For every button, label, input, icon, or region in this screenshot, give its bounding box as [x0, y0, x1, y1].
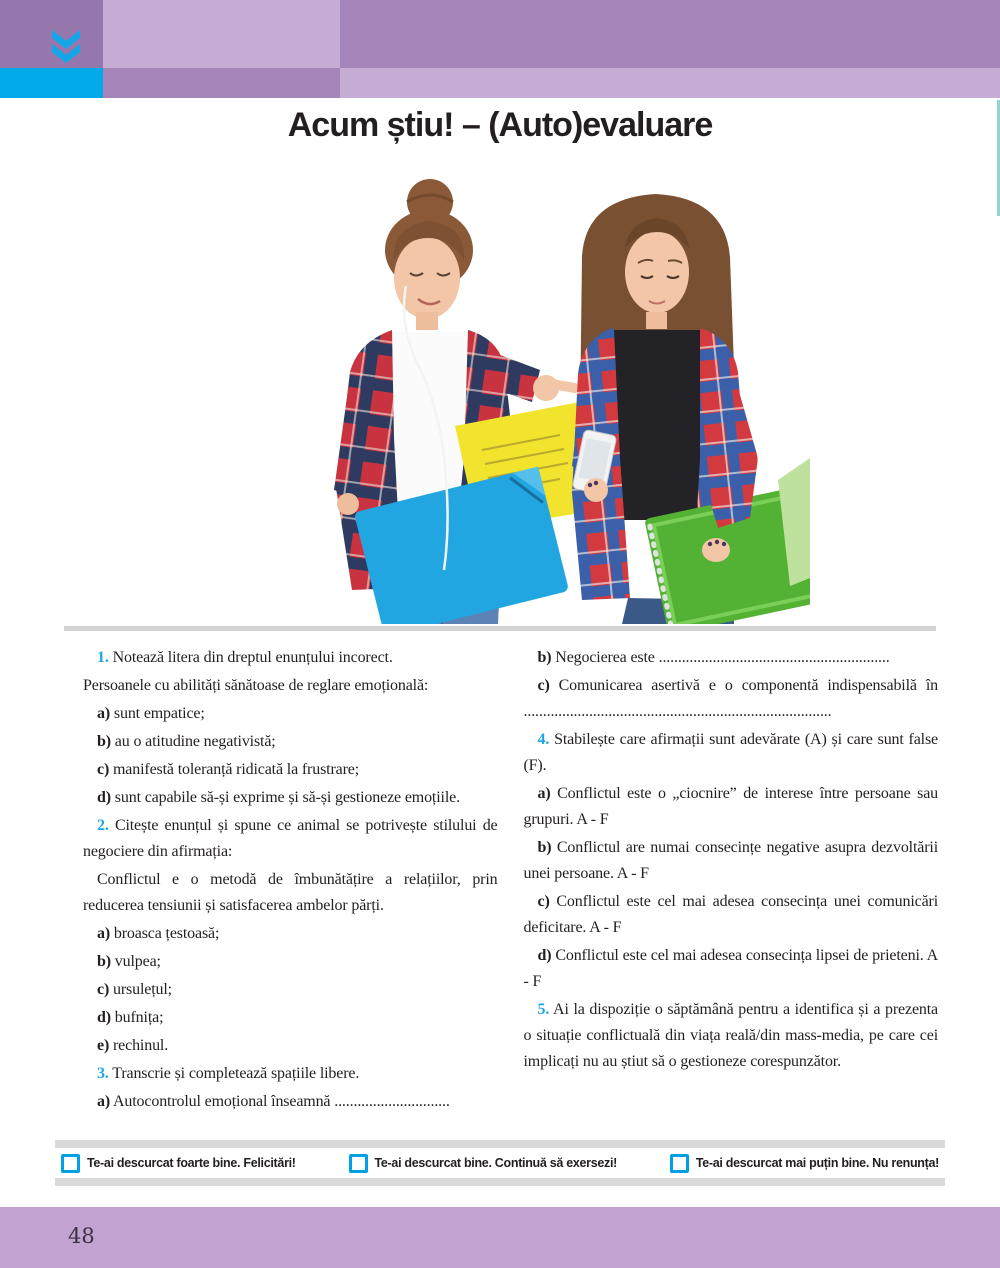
exercise-paragraph: d) bufnița;	[97, 1009, 164, 1026]
exercise-paragraph: c) Conflictul este cel mai adesea consecința unei comunicări deficitare. A - F	[523, 893, 938, 936]
gray-rule-bottom	[55, 1178, 945, 1186]
page-footer	[0, 1207, 1000, 1268]
exercise-paragraph: e) rechinul.	[97, 1037, 169, 1054]
exercise-paragraph: Conflictul e o metodă de îmbunătățire a relațiilor, prin reducerea tensiunii și satisfacerea ambelor părți.	[83, 871, 498, 914]
left-column	[83, 645, 498, 1117]
assessment-items	[55, 1148, 945, 1178]
header-tile-medium-top	[340, 0, 1000, 68]
exercise-paragraph: a) Autocontrolul emoțional înseamnă ..............................	[97, 1093, 450, 1110]
exercise-paragraph: a) sunt empatice;	[97, 705, 205, 722]
photo-two-girls	[230, 158, 810, 624]
exercise-paragraph: 1. Notează litera din dreptul enunțului incorect.	[97, 649, 393, 666]
exercise-number: 1.	[97, 649, 109, 666]
exercise-paragraph: c) manifestă toleranță ridicată la frustrare;	[97, 761, 360, 778]
page-number: 48	[68, 1224, 95, 1248]
option-letter: c)	[97, 981, 110, 998]
option-letter: b)	[537, 649, 552, 666]
exercise-paragraph: 3. Transcrie și completează spațiile libere.	[97, 1065, 360, 1082]
self-assessment-bar	[55, 1140, 945, 1186]
assessment-checkbox[interactable]	[61, 1154, 80, 1173]
exercise-paragraph: d) Conflictul este cel mai adesea consecința lipsei de prieteni. A - F	[523, 947, 938, 990]
option-letter: a)	[97, 1093, 111, 1110]
exercise-paragraph: 2. Citește enunțul și spune ce animal se potrivește stilului de negociere din afirmația:	[83, 817, 498, 860]
exercise-number: 5.	[537, 1001, 550, 1018]
assessment-label: Te-ai descurcat foarte bine. Felicitări!	[87, 1156, 296, 1170]
exercise-paragraph: Persoanele cu abilități sănătoase de reglare emoțională:	[83, 677, 429, 694]
assessment-label: Te-ai descurcat bine. Continuă să exersezi!	[374, 1156, 618, 1170]
option-letter: a)	[97, 925, 111, 942]
double-chevron-down-icon	[48, 28, 84, 64]
exercise-number: 3.	[97, 1065, 109, 1082]
option-letter: d)	[97, 789, 111, 806]
exercise-paragraph: b) vulpea;	[97, 953, 161, 970]
exercise-number: 4.	[537, 731, 550, 748]
option-letter: a)	[537, 785, 551, 802]
page-title: Acum știu! – (Auto)evaluare	[287, 106, 713, 144]
exercise-paragraph: c) ursulețul;	[97, 981, 172, 998]
exercise-paragraph: 4. Stabilește care afirmații sunt adevărate (A) și care sunt false (F).	[523, 731, 939, 774]
gray-rule-top	[55, 1140, 945, 1148]
section-divider	[64, 626, 936, 631]
header-tile-medium-bottom	[103, 68, 340, 98]
option-letter: c)	[537, 893, 550, 910]
option-letter: b)	[537, 839, 552, 856]
assessment-item	[349, 1154, 618, 1173]
header-tile-light-bottom	[340, 68, 1000, 98]
assessment-item	[670, 1154, 939, 1173]
exercise-paragraph: b) Conflictul are numai consecințe negative asupra dezvoltării unei persoane. A - F	[523, 839, 938, 882]
header-tile-light-top	[103, 0, 340, 68]
exercise-paragraph: b) Negocierea este ............................................................	[537, 649, 890, 666]
option-letter: a)	[97, 705, 111, 722]
option-letter: d)	[97, 1009, 111, 1026]
option-letter: b)	[97, 953, 111, 970]
assessment-item	[61, 1154, 296, 1173]
right-column	[524, 645, 939, 1117]
option-letter: c)	[97, 761, 110, 778]
exercise-paragraph: a) Conflictul este o „ciocnire” de interese între persoane sau grupuri. A - F	[523, 785, 938, 828]
option-letter: c)	[537, 677, 550, 694]
exercise-paragraph: a) broasca țestoasă;	[97, 925, 220, 942]
assessment-checkbox[interactable]	[670, 1154, 689, 1173]
assessment-label: Te-ai descurcat mai puțin bine. Nu renunța!	[695, 1156, 939, 1170]
exercise-paragraph: 5. Ai la dispoziție o săptămână pentru a identifica și a prezenta o situație conflictuală din viața reală/din mass-media, pe care cei implicați nu au știut să o gestioneze corespunzător.	[523, 1001, 939, 1070]
exercise-paragraph: b) au o atitudine negativistă;	[97, 733, 276, 750]
assessment-checkbox[interactable]	[349, 1154, 368, 1173]
exercise-paragraph: d) sunt capabile să-și exprime și să-și gestioneze emoțiile.	[97, 789, 460, 806]
option-letter: b)	[97, 733, 111, 750]
option-letter: d)	[537, 947, 552, 964]
exercise-number: 2.	[97, 817, 109, 834]
option-letter: e)	[97, 1037, 110, 1054]
exercise-columns	[83, 645, 938, 1117]
exercise-paragraph: c) Comunicarea asertivă e o componentă indispensabilă în ................................................................................	[523, 677, 938, 720]
header-tile-blue	[0, 68, 103, 98]
